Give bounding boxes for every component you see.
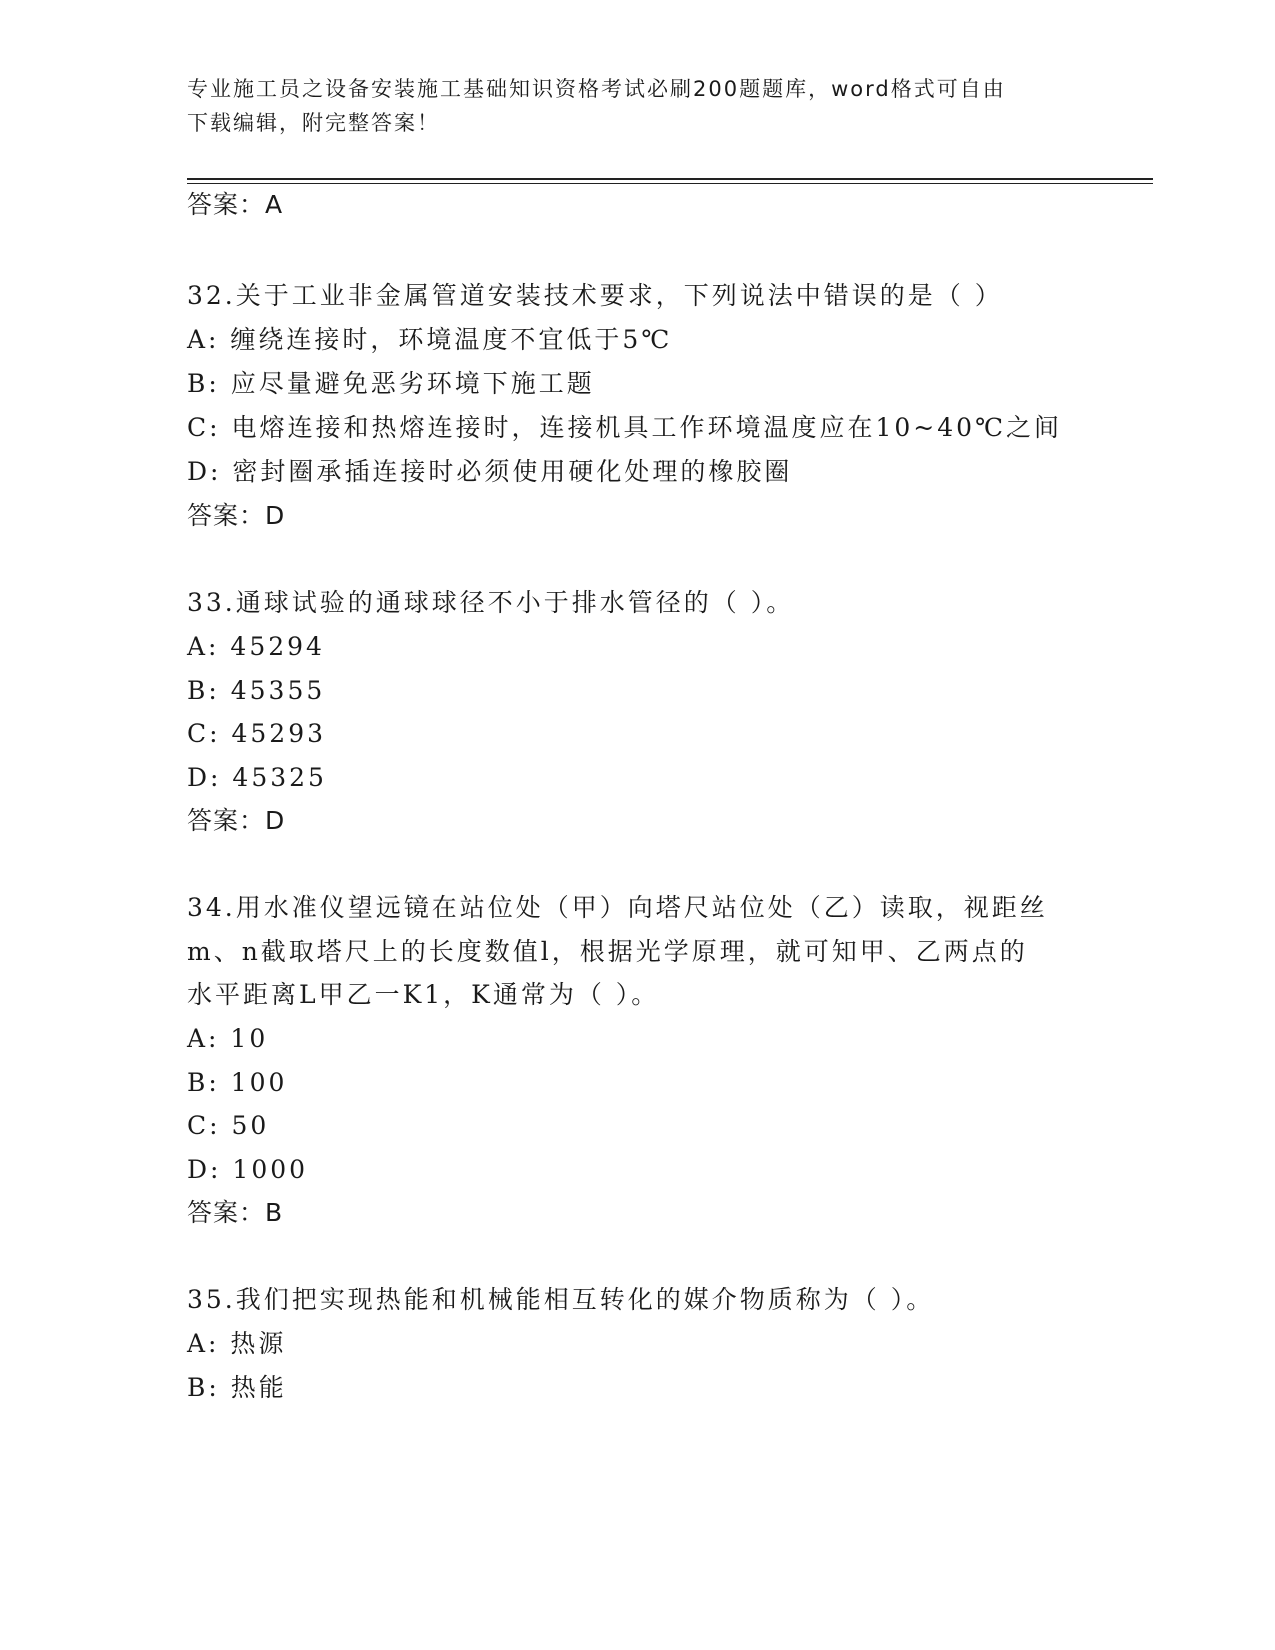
- question-32-answer: 答案：D: [187, 501, 286, 530]
- question-35-option-b: B: 热能: [187, 1373, 287, 1402]
- question-35-stem: 35.我们把实现热能和机械能相互转化的媒介物质称为（ ）。: [187, 1285, 935, 1314]
- question-34-answer: 答案：B: [187, 1198, 284, 1227]
- question-33-option-b: B: 45355: [187, 676, 326, 705]
- question-34-option-c: C: 50: [187, 1111, 270, 1140]
- question-34-stem-line-2: m、n截取塔尺上的长度数值l，根据光学原理，就可知甲、乙两点的: [187, 937, 1028, 966]
- question-35-option-a: A: 热源: [187, 1329, 287, 1358]
- question-32-stem: 32.关于工业非金属管道安装技术要求，下列说法中错误的是（ ）: [187, 281, 1003, 310]
- header-line-1: 专业施工员之设备安装施工基础知识资格考试必刷200题题库，word格式可自由: [187, 77, 1006, 101]
- question-34-stem-line-3: 水平距离L甲乙一K1，K通常为（ ）。: [187, 980, 660, 1009]
- document-header: [187, 72, 1087, 140]
- question-33-stem: 33.通球试验的通球球径不小于排水管径的（ ）。: [187, 588, 795, 617]
- question-33-option-c: C: 45293: [187, 719, 327, 748]
- question-32-option-a: A: 缠绕连接时，环境温度不宜低于5℃: [187, 325, 673, 354]
- question-34-option-d: D: 1000: [187, 1155, 309, 1184]
- question-32-option-b: B: 应尽量避免恶劣环境下施工题: [187, 369, 595, 398]
- question-34-stem-line-1: 34.用水准仪望远镜在站位处（甲）向塔尺站位处（乙）读取，视距丝: [187, 893, 1048, 922]
- answer-line: 答案：A: [187, 190, 284, 219]
- question-33-answer: 答案：D: [187, 806, 286, 835]
- question-34-option-b: B: 100: [187, 1068, 288, 1097]
- question-33-option-a: A: 45294: [187, 632, 325, 661]
- header-divider-thin: [187, 183, 1153, 184]
- header-divider-thick: [187, 178, 1153, 180]
- header-line-2: 下载编辑，附完整答案！: [187, 111, 440, 135]
- question-32-option-c: C: 电熔连接和热熔连接时，连接机具工作环境温度应在10~40℃之间: [187, 413, 1063, 442]
- question-33-option-d: D: 45325: [187, 763, 327, 792]
- question-32-option-d: D: 密封圈承插连接时必须使用硬化处理的橡胶圈: [187, 457, 793, 486]
- question-34-option-a: A: 10: [187, 1024, 269, 1053]
